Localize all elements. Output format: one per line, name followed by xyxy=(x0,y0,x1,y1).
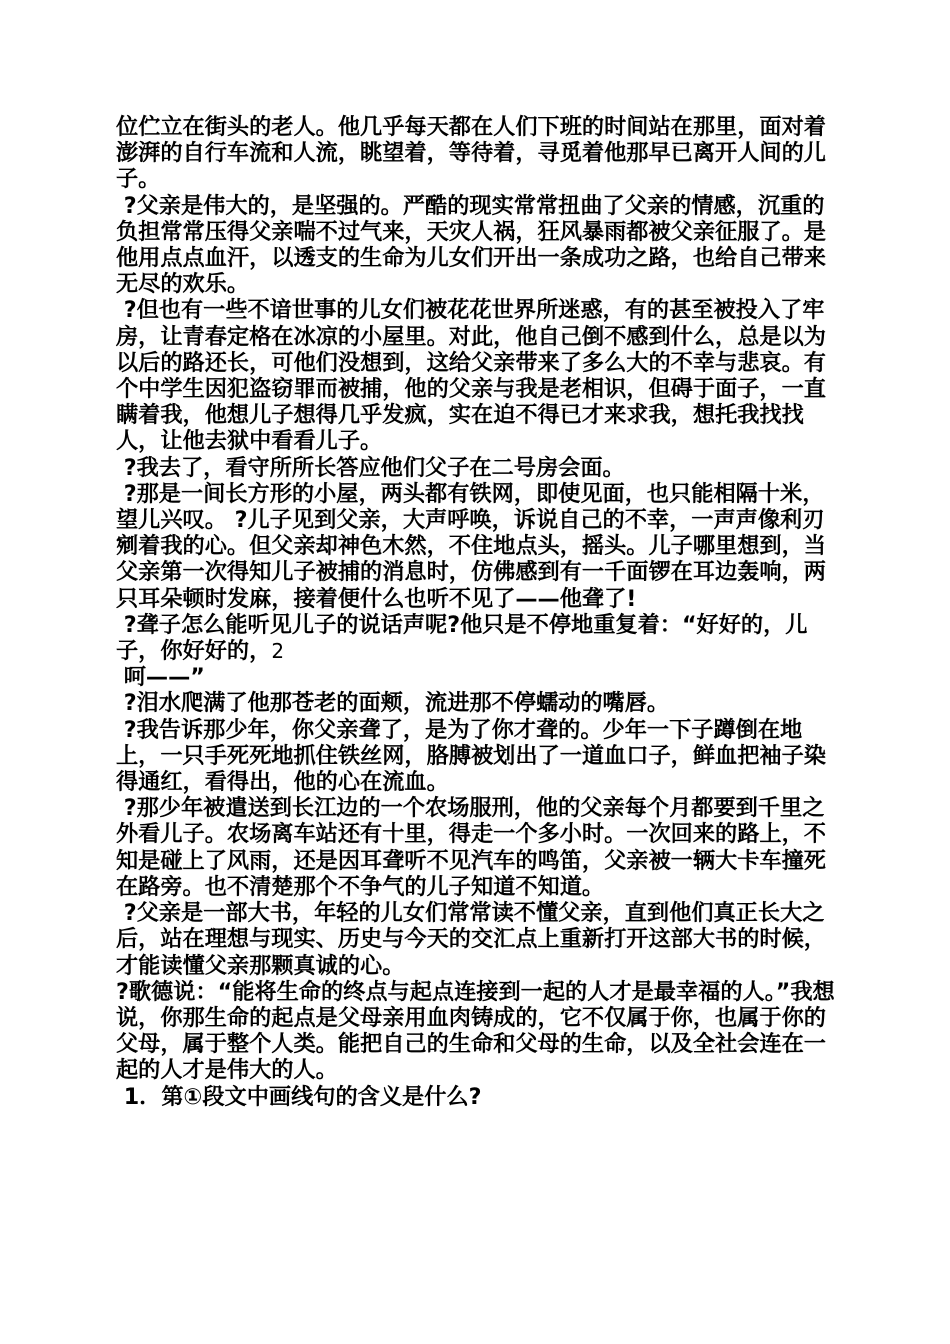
page-number: 2 xyxy=(271,639,285,664)
paragraph: ?泪水爬满了他那苍老的面颊，流进那不停蠕动的嘴唇。 xyxy=(116,690,670,717)
question: 1．第①段文中画线句的含义是什么? xyxy=(116,1083,482,1110)
paragraph: 呵——” xyxy=(116,664,205,691)
paragraph: ?歌德说：“能将生命的终点与起点连接到一起的人才是最幸福的人。”我想说，你那生命的起点是父母亲用血肉铸成的，它不仅属于你，也属于你的父母，属于整个人类。能把自己的生命和父母的生命，以及全社会连在一起的人才是伟大的人。 xyxy=(116,978,835,1084)
paragraph: ?但也有一些不谙世事的儿女们被花花世界所迷惑，有的甚至被投入了牢房，让青春定格在冰凉的小屋里。对此，他自己倒不感到什么，总是以为以后的路还长，可他们没想到，这给父亲带来了多么大的不幸与悲哀。有个中学生因犯盗窃罪而被捕，他的父亲与我是老相识，但碍于面子，一直瞒着我，他想儿子想得几乎发疯，实在迫不得已才来求我，想托我找找人，让他去狱中看看儿子。 xyxy=(116,297,826,455)
paragraph: ?我去了，看守所所长答应他们父子在二号房会面。 xyxy=(116,454,625,481)
paragraph: ?父亲是伟大的，是坚强的。严酷的现实常常扭曲了父亲的情感，沉重的负担常常压得父亲喘不过气来，天灾人祸，狂风暴雨都被父亲征服了。是他用点点血汗，以透支的生命为儿女们开出一条成功之路，也给自己带来无尽的欢乐。 xyxy=(116,192,826,298)
paragraph: ?我告诉那少年，你父亲聋了，是为了你才聋的。少年一下子蹲倒在地上，一只手死死地抓住铁丝网，胳膊被划出了一道血口子，鲜血把袖子染得通红，看得出，他的心在流血。 xyxy=(116,716,826,796)
paragraph-with-page-number xyxy=(116,612,844,664)
paragraph: ?父亲是一部大书，年轻的儿女们常常读不懂父亲，直到他们真正长大之后，站在理想与现实、历史与今天的交汇点上重新打开这部大书的时候，才能读懂父亲那颗真诚的心。 xyxy=(116,900,826,979)
paragraph: 位伫立在街头的老人。他几乎每天都在人们下班的时间站在那里，面对着澎湃的自行车流和人流，眺望着，等待着，寻觅着他那早已离开人间的儿子。 xyxy=(116,114,826,193)
document-page xyxy=(116,114,844,1110)
paragraph: ?那是一间长方形的小屋，两头都有铁网，即使见面，也只能相隔十米，望儿兴叹。 ?儿子见到父亲，大声呼唤，诉说自己的不幸，一声声像利刃剜着我的心。但父亲却神色木然，不住地点头，摇头。儿子哪里想到，当父亲第一次得知儿子被捕的消息时，仿佛感到有一千面锣在耳边轰响，两只耳朵顿时发麻，接着便什么也听不见了——他聋了! xyxy=(116,480,826,612)
paragraph-text: ?聋子怎么能听见儿子的说话声呢?他只是不停地重复着：“好好的，儿子，你好好的， xyxy=(116,611,808,665)
paragraph: ?那少年被遣送到长江边的一个农场服刑，他的父亲每个月都要到千里之外看儿子。农场离车站还有十里，得走一个多小时。一次回来的路上，不知是碰上了风雨，还是因耳聋听不见汽车的鸣笛，父亲被一辆大卡车撞死在路旁。也不清楚那个不争气的儿子知道不知道。 xyxy=(116,795,826,900)
